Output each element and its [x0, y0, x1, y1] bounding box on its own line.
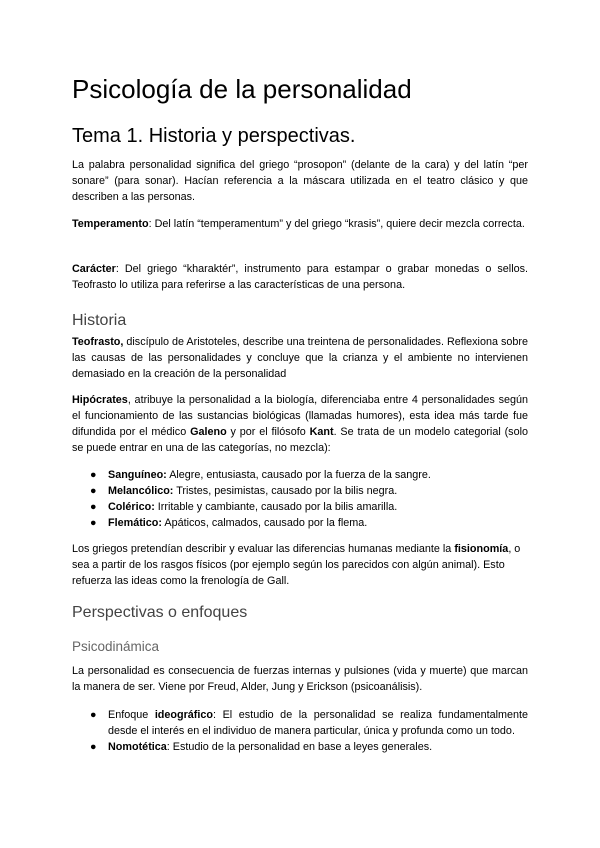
- humor-term: Flemático:: [108, 517, 162, 529]
- enfoque-term: ideográfico: [154, 709, 214, 721]
- list-item-flematico: [72, 515, 528, 531]
- bullet-icon: ●: [90, 485, 97, 497]
- list-item-colerico: [72, 499, 528, 515]
- subsection-heading-psicodinamica: Psicodinámica: [72, 639, 160, 654]
- hipocrates-text-1: , atribuye la personalidad a la biología, diferenciaba entre 4 personalidades según el funcionamiento de las sustancias biológicas (llamadas humores), esta idea más tarde fue difundida por el médico: [72, 394, 528, 438]
- list-item-ideografico: [72, 707, 528, 739]
- griegos-text-2: , o sea a partir de los rasgos físicos (por ejemplo según los parecidos con algún animal). Esto refuerza las ideas como la frenología de Gall.: [72, 543, 521, 587]
- humores-list: [72, 467, 528, 531]
- humor-text: Tristes, pesimistas, causado por la bilis negra.: [173, 485, 398, 497]
- enfoque-term: Nomotética: [108, 741, 167, 753]
- enfoques-list: [72, 707, 528, 755]
- griegos-paragraph: [72, 541, 528, 589]
- teofrasto-term: Teofrasto,: [72, 336, 124, 348]
- section-heading-historia: Historia: [72, 312, 127, 329]
- galeno-term: Galeno: [190, 426, 227, 438]
- hipocrates-text-2: y por el filósofo: [226, 426, 310, 438]
- caracter-text: : Del griego “kharaktér”, instrumento para estampar o grabar monedas o sellos. Teofrasto lo utiliza para referirse a las características de una persona.: [72, 263, 528, 291]
- list-item-sanguineo: [72, 467, 528, 483]
- humor-text: Apáticos, calmados, causado por la flema.: [162, 517, 368, 529]
- enfoque-text: : El estudio de la personalidad se realiza fundamentalmente desde el interés en el individuo de manera particular, única y profunda como un todo.: [108, 709, 528, 737]
- intro-paragraph: La palabra personalidad significa del griego “prosopon” (delante de la cara) y del latín “per sonare” (para sonar). Hacían referencia a la máscara utilizada en el teatro clásico y que describen a las personas.: [72, 159, 528, 203]
- bullet-icon: ●: [90, 469, 97, 481]
- hipocrates-text-3: . Se trata de un modelo categorial (solo se puede entrar en una de las categorías, no mezcla):: [72, 426, 528, 454]
- psicodinamica-paragraph: La personalidad es consecuencia de fuerzas internas y pulsiones (vida y muerte) que marcan la manera de ser. Viene por Freud, Alder, Jung y Erickson (psicoanálisis).: [72, 665, 528, 693]
- humor-term: Melancólico:: [108, 485, 174, 497]
- enfoque-text: : Estudio de la personalidad en base a leyes generales.: [166, 741, 433, 753]
- bullet-icon: ●: [90, 741, 97, 753]
- humor-term: Colérico:: [108, 501, 155, 513]
- bullet-icon: ●: [90, 517, 97, 529]
- enfoque-prefix: Enfoque: [108, 709, 155, 721]
- humor-text: Alegre, entusiasta, causado por la fuerza de la sangre.: [166, 469, 431, 481]
- caracter-paragraph: [72, 261, 528, 293]
- section-heading-tema1: Tema 1. Historia y perspectivas.: [72, 125, 356, 147]
- temperamento-paragraph: [72, 216, 528, 232]
- bullet-icon: ●: [90, 501, 97, 513]
- humor-term: Sanguíneo:: [108, 469, 167, 481]
- fisionomia-term: fisionomía: [454, 543, 509, 555]
- teofrasto-paragraph: [72, 334, 528, 382]
- hipocrates-paragraph: [72, 392, 528, 456]
- hipocrates-term: Hipócrates: [72, 394, 128, 406]
- list-item-melancolico: [72, 483, 528, 499]
- humor-text: Irritable y cambiante, causado por la bilis amarilla.: [154, 501, 398, 513]
- teofrasto-text: discípulo de Aristoteles, describe una treintena de personalidades. Reflexiona sobre las causas de las personalidades y concluye que la crianza y el ambiente no intervienen demasiado en la creación de la personalidad: [72, 336, 528, 380]
- temperamento-term: Temperamento: [72, 218, 149, 230]
- bullet-icon: ●: [90, 709, 97, 721]
- kant-term: Kant: [309, 426, 334, 438]
- griegos-text-1: Los griegos pretendían describir y evaluar las diferencias humanas mediante la: [72, 543, 455, 555]
- temperamento-text: : Del latín “temperamentum” y del griego “krasis”, quiere decir mezcla correcta.: [148, 218, 525, 230]
- document-title: Psicología de la personalidad: [72, 74, 412, 104]
- list-item-nomotetica: [72, 739, 528, 755]
- section-heading-perspectivas: Perspectivas o enfoques: [72, 604, 248, 621]
- caracter-term: Carácter: [72, 263, 116, 275]
